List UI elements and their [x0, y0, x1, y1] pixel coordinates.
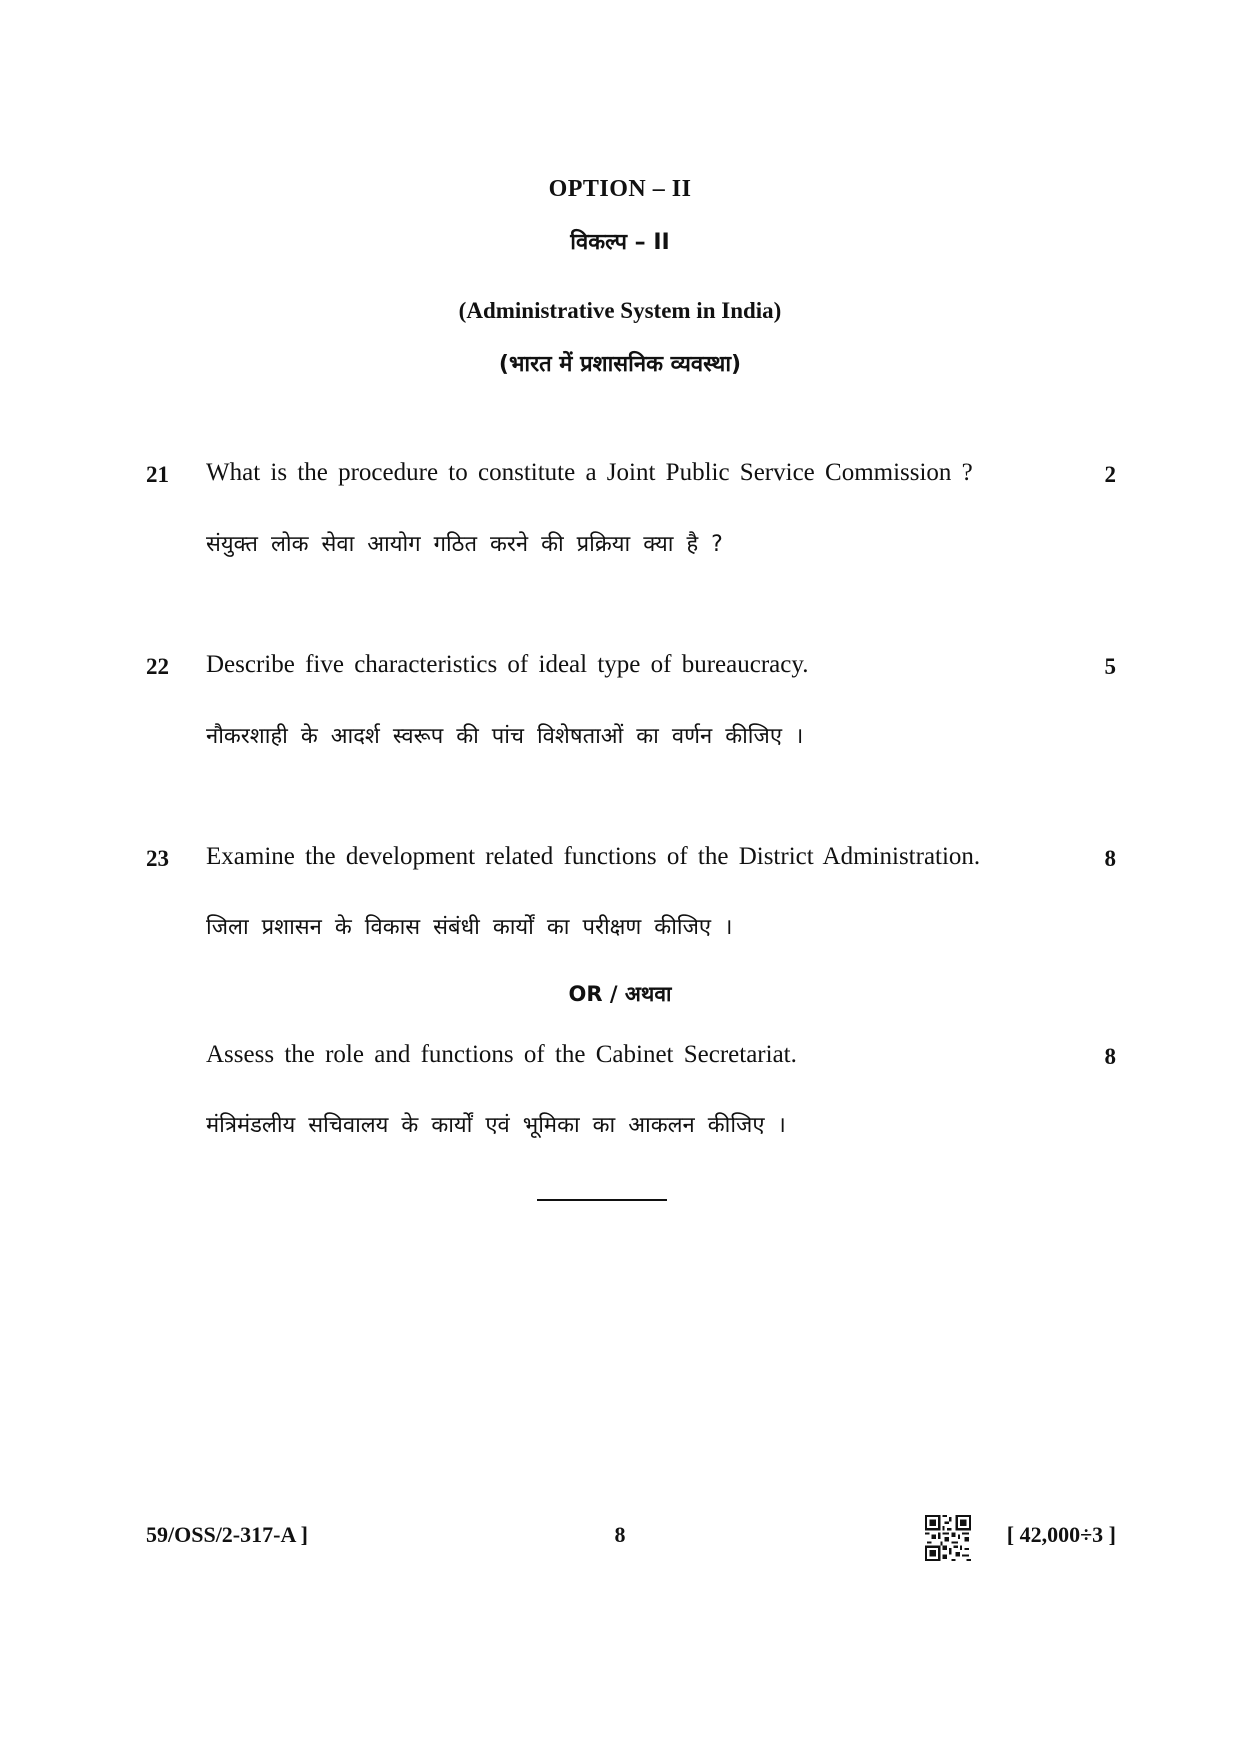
qr-code-icon — [925, 1515, 971, 1561]
or-separator: OR / अथवा — [568, 982, 672, 1006]
question-23-number: 23 — [146, 846, 169, 871]
question-23-text: Examine the development related functions of the District Administration. — [206, 843, 981, 870]
option-heading: OPTION – II — [548, 176, 692, 202]
question-23-alternative-marks: 8 — [1104, 1044, 1116, 1069]
question-21-marks: 2 — [1104, 462, 1116, 487]
question-22-text-hindi: नौकरशाही के आदर्श स्वरूप की पांच विशेषताओं का वर्णन कीजिए । — [206, 724, 804, 749]
question-21-text: What is the procedure to constitute a Joint Public Service Commission ? — [206, 459, 973, 486]
page-number: 8 — [614, 1522, 626, 1547]
option-heading-hindi: विकल्प – II — [570, 230, 670, 255]
question-23-text-hindi: जिला प्रशासन के विकास संबंधी कार्यों का परीक्षण कीजिए । — [206, 915, 733, 940]
end-rule — [537, 1199, 667, 1201]
subject-title-hindi: (भारत में प्रशासनिक व्यवस्था) — [498, 352, 742, 377]
question-22-number: 22 — [146, 654, 169, 679]
print-count: [ 42,000÷3 ] — [1006, 1522, 1116, 1547]
question-21-text-hindi: संयुक्त लोक सेवा आयोग गठित करने की प्रक्रिया क्या है ? — [206, 532, 723, 557]
subject-title: (Administrative System in India) — [458, 298, 782, 323]
question-23-marks: 8 — [1104, 846, 1116, 871]
question-23-alternative-text: Assess the role and functions of the Cabinet Secretariat. — [206, 1041, 797, 1068]
question-22-marks: 5 — [1104, 654, 1116, 679]
paper-code: 59/OSS/2-317-A ] — [146, 1522, 308, 1547]
question-21-number: 21 — [146, 462, 169, 487]
question-23-alternative-text-hindi: मंत्रिमंडलीय सचिवालय के कार्यों एवं भूमिका का आकलन कीजिए । — [206, 1113, 786, 1138]
question-22-text: Describe five characteristics of ideal type of bureaucracy. — [206, 651, 809, 678]
